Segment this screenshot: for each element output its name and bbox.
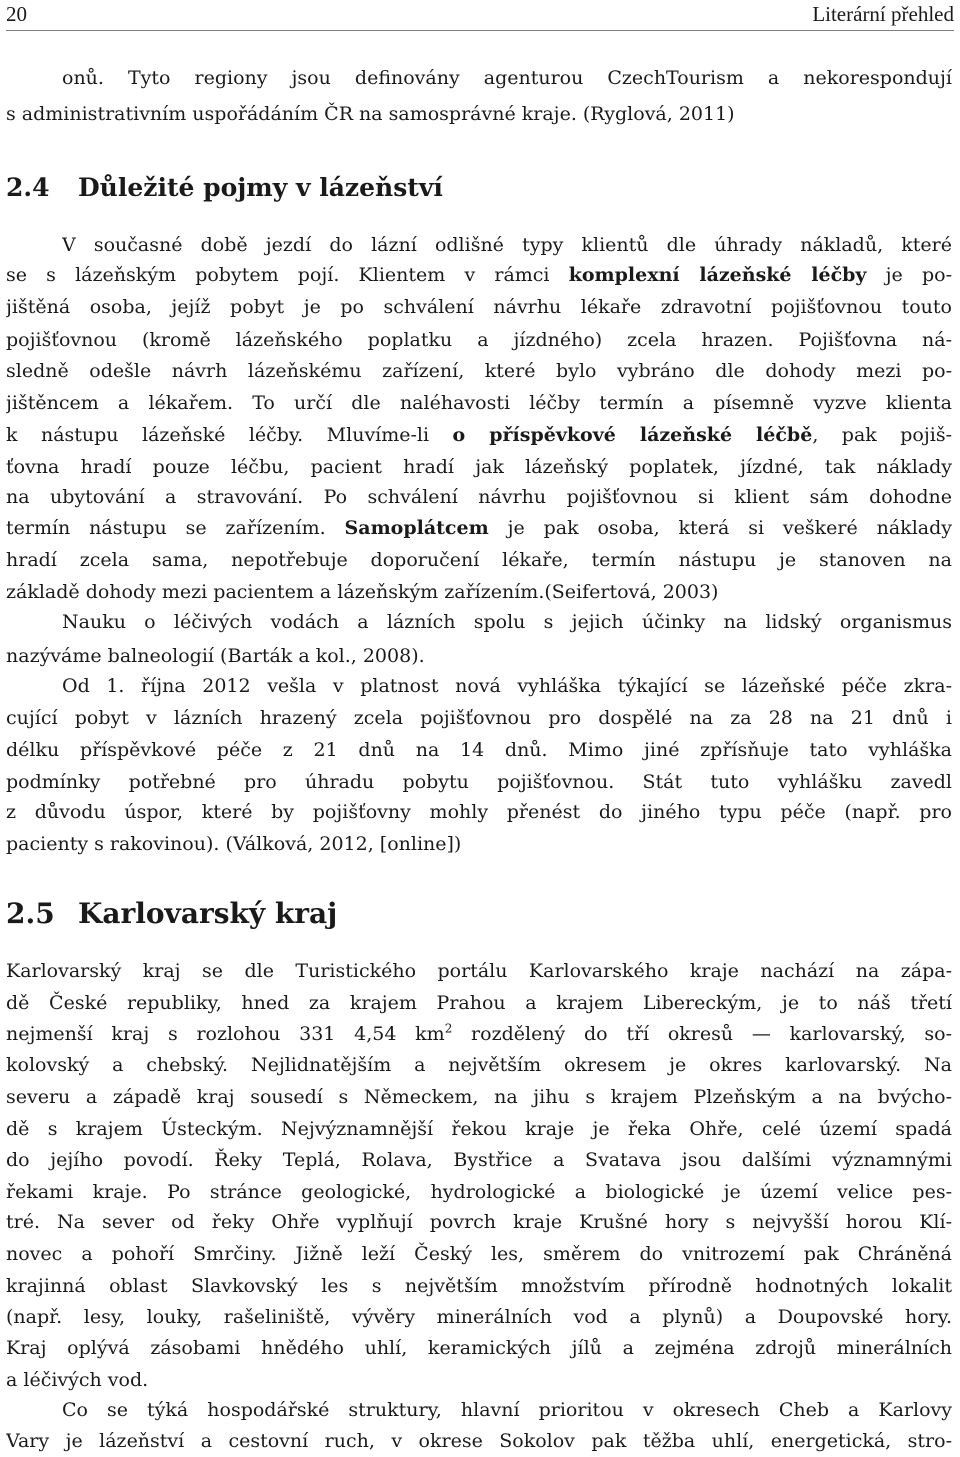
text-line: V současné době jezdí do lázní odlišné typy klientů dle úhrady nákladů, které xyxy=(62,234,952,256)
text-line: nazýváme balneologií (Barták a kol., 2008). xyxy=(6,645,425,667)
page-header xyxy=(6,0,954,31)
text-line: Vary je lázeňství a cestovní ruch, v okrese Sokolov pak těžba uhlí, energetická, stro- xyxy=(6,1430,952,1452)
text-line: s administrativním uspořádáním ČR na samosprávné kraje. (Ryglová, 2011) xyxy=(6,103,735,125)
section-number: 2.4 xyxy=(6,173,50,202)
section-heading xyxy=(6,170,443,206)
text-line: krajinná oblast Slavkovský les s největším množstvím přírodně hodnotných lokalit xyxy=(6,1275,952,1297)
text-line: cující pobyt v lázních hrazený zcela pojišťovnou pro dospělé na za 28 na 21 dnů i xyxy=(6,707,952,729)
text-line: délku příspěvkové péče z 21 dnů na 14 dnů. Mimo jiné zpřísňuje tato vyhláška xyxy=(6,739,952,761)
text-line: dě České republiky, hned za krajem Prahou a krajem Libereckým, je to náš třetí xyxy=(6,992,952,1014)
text-line: základě dohody mezi pacientem a lázeňským zařízením.(Seifertová, 2003) xyxy=(6,581,719,603)
text-line: pojišťovnou (kromě lázeňského poplatku a jízdného) zcela hrazen. Pojišťovna ná- xyxy=(6,329,952,351)
text-line: Nauku o léčivých vodách a lázních spolu s jejich účinky na lidský organismus xyxy=(62,611,952,633)
text-line: do jejího povodí. Řeky Teplá, Rolava, Bystřice a Svatava jsou dalšími významnými xyxy=(6,1149,952,1171)
text-line: podmínky potřebné pro úhradu pobytu pojišťovnou. Stát tuto vyhlášku zavedl xyxy=(6,771,952,793)
text-line: nejmenší kraj s rozlohou 331 4,54 $km^2$ rozdělený do tří okresů — karlovarský, so- xyxy=(6,1021,952,1045)
text-line: severu a západě kraj sousedí s Německem, na jihu s krajem Plzeňským a na bvýcho- xyxy=(6,1086,952,1108)
term-self-payer: Samoplátcem xyxy=(344,517,489,539)
text-line: Od 1. října 2012 vešla v platnost nová vyhláška týkající se lázeňské péče zkra- xyxy=(62,675,952,697)
text-line: ťovna hradí pouze léčbu, pacient hradí jak lázeňský poplatek, jízdné, tak náklady xyxy=(6,456,952,478)
term-contribution-spa: o příspěvkové lázeňské léčbě xyxy=(452,424,813,446)
section-heading xyxy=(6,896,337,932)
text-line: (např. lesy, louky, rašeliniště, vývěry minerálních vod a plynů) a Doupovské hory. xyxy=(6,1306,952,1328)
text-line: novec a pohoří Smrčiny. Jižně leží Český les, směrem do vnitrozemí pak Chráněná xyxy=(6,1243,952,1265)
text-line: dě s krajem Ústeckým. Nejvýznamnější řekou kraje je řeka Ohře, celé území spadá xyxy=(6,1118,952,1140)
running-title: Literární přehled xyxy=(812,2,954,26)
superscript: 2 xyxy=(444,1021,453,1036)
text-line: se s lázeňským pobytem pojí. Klientem v rámci komplexní lázeňské léčby je po- xyxy=(6,264,952,286)
text-line: na ubytování a stravování. Po schválení návrhu pojišťovnou si klient sám dohodne xyxy=(6,486,952,508)
text-line: z důvodu úspor, které by pojišťovny mohly přenést do jiného typu péče (např. pro xyxy=(6,801,952,823)
section-title: Karlovarský kraj xyxy=(78,897,338,930)
text-line: řekami kraje. Po stránce geologické, hydrologické a biologické je území velice pes- xyxy=(6,1181,952,1203)
text-line: a léčivých vod. xyxy=(6,1369,149,1391)
page-number: 20 xyxy=(6,2,27,26)
text-line: kolovský a chebský. Nejlidnatějším a největším okresem je okres karlovarský. Na xyxy=(6,1054,952,1076)
text-line: jištěncem a lékařem. To určí dle naléhavosti léčby termín a písemně vyzve klienta xyxy=(6,392,952,414)
text-line: Karlovarský kraj se dle Turistického portálu Karlovarského kraje nachází na zápa- xyxy=(6,960,952,982)
section-number: 2.5 xyxy=(6,897,55,930)
section-title: Důležité pojmy v lázeňství xyxy=(78,173,443,202)
text-line: tré. Na sever od řeky Ohře vyplňují povrch kraje Krušné hory s nejvyšší horou Klí- xyxy=(6,1211,952,1233)
text-line: k nástupu lázeňské léčby. Mluvíme-li o příspěvkové lázeňské léčbě, pak pojiš- xyxy=(6,424,952,446)
text-line: onů. Tyto regiony jsou definovány agenturou CzechTourism a nekorespondují xyxy=(62,67,952,89)
text-line: jištěná osoba, jejíž pobyt je po schválení návrhu lékaře zdravotní pojišťovnou touto xyxy=(6,296,952,318)
text-line: Kraj oplývá zásobami hnědého uhlí, keramických jílů a zejména zdrojů minerálních xyxy=(6,1337,952,1359)
text-line: Co se týká hospodářské struktury, hlavní prioritou v okresech Cheb a Karlovy xyxy=(62,1399,952,1421)
text-line: termín nástupu se zařízením. Samoplátcem je pak osoba, která si veškeré náklady xyxy=(6,517,952,539)
text-line: sledně odešle návrh lázeňskému zařízení, které bylo vybráno dle dohody mezi po- xyxy=(6,360,952,382)
text-line: hradí zcela sama, nepotřebuje doporučení lékaře, termín nástupu je stanoven na xyxy=(6,549,952,571)
term-complex-spa: komplexní lázeňské léčby xyxy=(568,264,867,286)
text-line: pacienty s rakovinou). (Válková, 2012, [online]) xyxy=(6,833,462,855)
